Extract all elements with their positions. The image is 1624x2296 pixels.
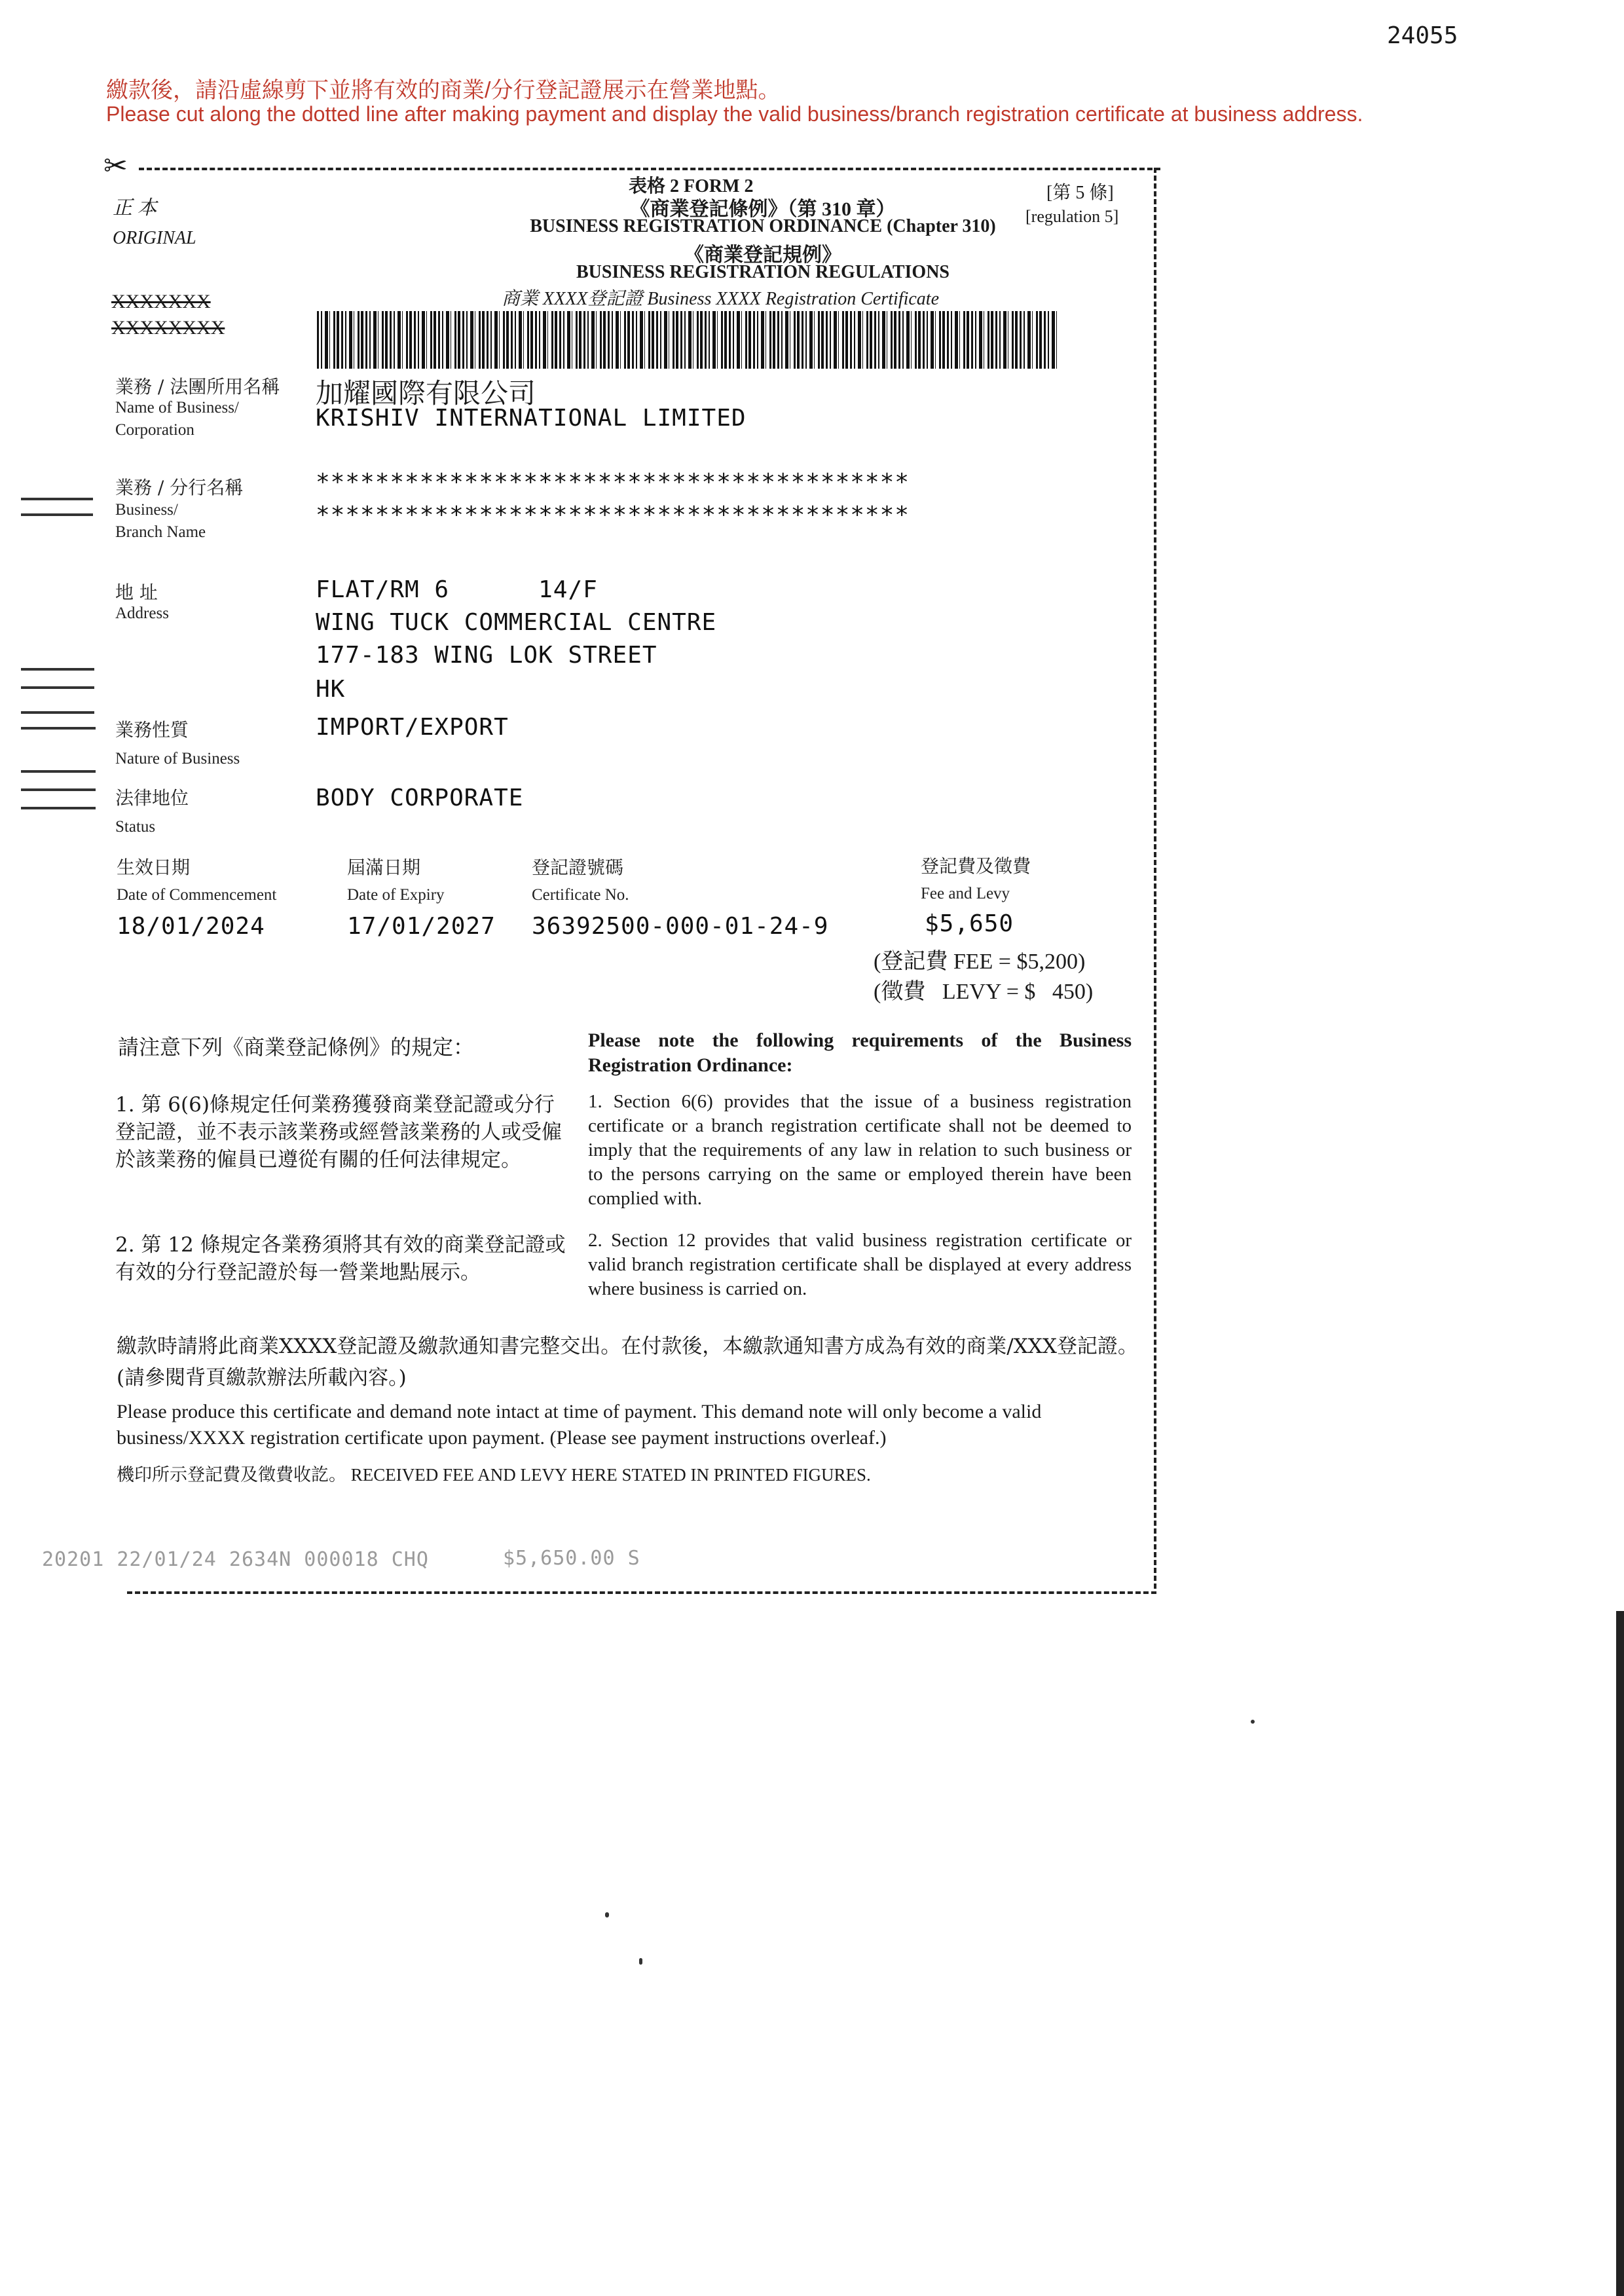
- document-number: 24055: [1387, 22, 1458, 49]
- address-label-en: Address: [115, 604, 169, 622]
- margin-mark: [21, 807, 96, 809]
- received-note: 機印所示登記費及徵費收訖。 RECEIVED FEE AND LEVY HERE STATED IN PRINTED FIGURES.: [117, 1465, 871, 1485]
- note-2-cn: 2. 第 12 條規定各業務須將其有效的商業登記證或有效的分行登記證於每一營業地點展示。: [115, 1233, 566, 1284]
- branch-label-en-1: Business/: [115, 501, 178, 519]
- scan-speck: [605, 1912, 609, 1917]
- branch-name-line-2: ****************************************: [316, 502, 910, 528]
- note-1-en: 1. Section 6(6) provides that the issue of a business registration certificate or a branch registration certificate shall not be deemed to imply that the requirements of any law in relation to such business or to the persons carrying on the same or employed therein have been complied with.: [588, 1091, 1132, 1209]
- branch-label-en-2: Branch Name: [115, 523, 206, 541]
- branch-label-cn: 業務 / 分行名稱: [115, 477, 244, 498]
- scissors-icon: ✂: [103, 149, 128, 183]
- address-label-cn: 地 址: [115, 582, 158, 603]
- certificate-no-label-en: Certificate No.: [532, 886, 629, 904]
- cut-instruction-cn: 繳款後，請沿虛線剪下並將有效的商業/分行登記證展示在營業地點。: [106, 78, 781, 103]
- payment-note-en: Please produce this certificate and demand note intact at time of payment. This demand note will only become a valid business/XXXX registration certificate upon payment. (Please see payment instructions overleaf.): [117, 1401, 1042, 1449]
- expiry-date: 17/01/2027: [347, 913, 496, 940]
- fee-label-en: Fee and Levy: [921, 885, 1010, 902]
- cut-line-right: [1154, 168, 1156, 1589]
- margin-mark: [21, 668, 94, 671]
- scan-speck: [1251, 1720, 1255, 1724]
- fee-total: $5,650: [925, 910, 1014, 937]
- certificate-number: 36392500-000-01-24-9: [532, 913, 829, 940]
- original-label-en: ORIGINAL: [113, 228, 196, 248]
- status-label-en: Status: [115, 818, 156, 836]
- expiry-label-en: Date of Expiry: [347, 886, 445, 904]
- nature-of-business: IMPORT/EXPORT: [316, 714, 509, 741]
- status-label-cn: 法律地位: [115, 787, 189, 809]
- margin-mark: [21, 727, 96, 730]
- margin-mark: [21, 770, 96, 773]
- nature-label-en: Nature of Business: [115, 750, 240, 768]
- ordinance-title-cn: 《商業登記條例》（第 310 章）: [630, 198, 896, 220]
- payment-note-cn: 繳款時請將此商業XXXX登記證及繳款通知書完整交出。在付款後，本繳款通知書方成為有效的商業/XXX登記證。(請參閱背頁繳款辦法所載內容。): [117, 1335, 1138, 1390]
- certificate-no-label-cn: 登記證號碼: [532, 857, 624, 878]
- address-line-4: HK: [316, 676, 346, 703]
- scan-speck: [639, 1958, 642, 1965]
- name-label-en-2: Corporation: [115, 421, 194, 439]
- expiry-label-cn: 屆滿日期: [347, 857, 421, 878]
- barcode: [317, 311, 1058, 369]
- address-line-3: 177-183 WING LOK STREET: [316, 642, 657, 669]
- regulation-ref-en: [regulation 5]: [1025, 207, 1119, 226]
- name-label-cn: 業務 / 法團所用名稱: [115, 376, 280, 398]
- registration-fee-line: (登記費 FEE = $5,200): [874, 950, 1086, 974]
- nature-label-cn: 業務性質: [115, 719, 189, 741]
- redacted-code-1: XXXXXXX: [111, 291, 211, 312]
- regulation-ref-cn: [第 5 條]: [1046, 183, 1114, 203]
- form-number: 表格 2 FORM 2: [629, 176, 754, 196]
- name-label-en-1: Name of Business/: [115, 399, 239, 417]
- commencement-label-en: Date of Commencement: [117, 886, 277, 904]
- legal-status: BODY CORPORATE: [316, 785, 524, 811]
- regulations-title-cn: 《商業登記規例》: [684, 244, 841, 266]
- margin-mark: [21, 513, 93, 516]
- margin-mark: [21, 711, 94, 714]
- payment-stamp-amount: $5,650.00 S: [503, 1547, 640, 1570]
- margin-mark: [21, 788, 96, 791]
- fee-label-cn: 登記費及徵費: [921, 855, 1031, 877]
- note-1-cn: 1. 第 6(6)條規定任何業務獲發商業登記證或分行登記證，並不表示該業務或經營該業務的人或受僱於該業務的僱員已遵從有關的任何法律規定。: [115, 1093, 562, 1172]
- business-name-cn: 加耀國際有限公司: [316, 377, 536, 409]
- margin-mark: [21, 498, 93, 500]
- commencement-date: 18/01/2024: [117, 913, 265, 940]
- business-name-en: KRISHIV INTERNATIONAL LIMITED: [316, 405, 747, 432]
- payment-stamp: 20201 22/01/24 2634N 000018 CHQ: [42, 1548, 429, 1571]
- margin-mark: [21, 686, 94, 689]
- certificate-title: 商業 XXXX登記證 Business XXXX Registration Certificate: [501, 289, 940, 309]
- cut-instruction-en: Please cut along the dotted line after making payment and display the valid business/branch registration certificate at business address.: [106, 102, 1363, 126]
- notes-heading-en: Please note the following requirements of the Business Registration Ordinance:: [588, 1029, 1132, 1076]
- cut-line-top: [139, 168, 1160, 170]
- scan-edge: [1616, 1611, 1624, 2296]
- commencement-label-cn: 生效日期: [117, 857, 191, 878]
- regulations-title-en: BUSINESS REGISTRATION REGULATIONS: [576, 262, 950, 282]
- notes-heading-cn: 請注意下列《商業登記條例》的規定：: [118, 1035, 475, 1060]
- levy-line: (徵費 LEVY = $ 450): [874, 980, 1094, 1004]
- cut-line-bottom: [127, 1591, 1156, 1594]
- redacted-code-2: XXXXXXXX: [111, 317, 225, 339]
- note-2-en: 2. Section 12 provides that valid business registration certificate or valid branch registration certificate shall be displayed at every address where business is carried on.: [588, 1230, 1132, 1299]
- address-line-1: FLAT/RM 6 14/F: [316, 576, 598, 603]
- branch-name-line-1: ****************************************: [316, 469, 910, 496]
- address-line-2: WING TUCK COMMERCIAL CENTRE: [316, 609, 717, 636]
- original-label-cn: 正 本: [113, 197, 157, 219]
- ordinance-title-en: BUSINESS REGISTRATION ORDINANCE (Chapter 310): [530, 216, 996, 236]
